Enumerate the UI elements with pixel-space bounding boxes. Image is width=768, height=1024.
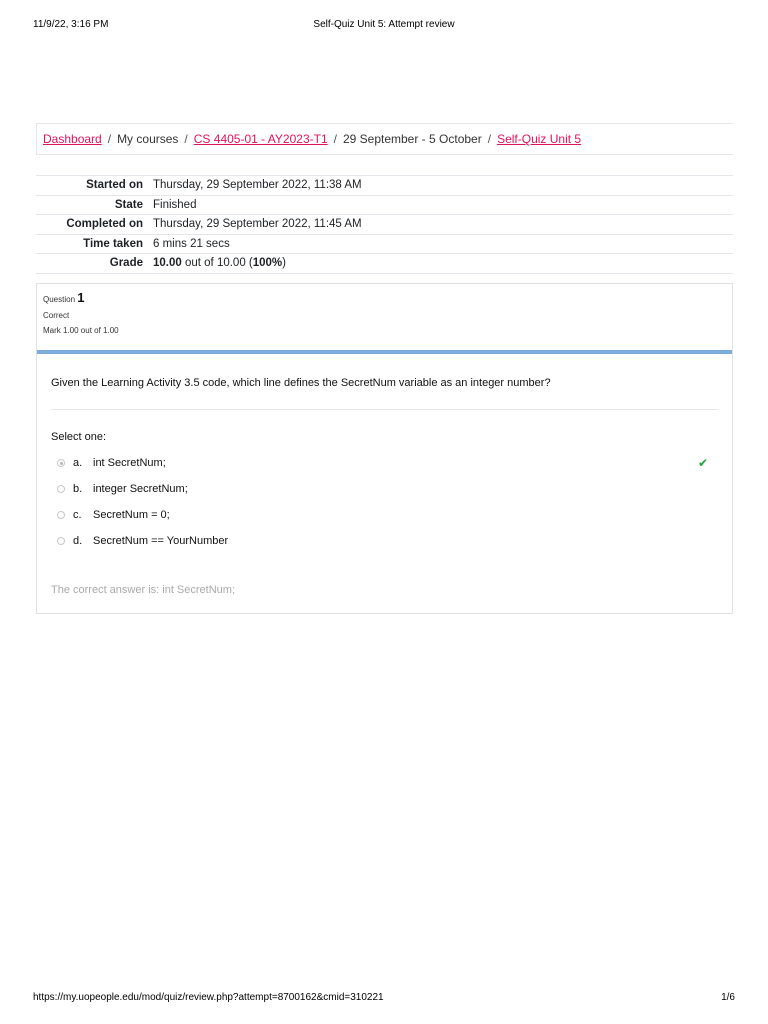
option-letter: b. <box>73 483 83 495</box>
attempt-summary-table <box>36 175 733 274</box>
question-text: Given the Learning Activity 3.5 code, which line defines the SecretNum variable as an integer number? <box>51 377 718 410</box>
summary-row-grade <box>36 254 733 274</box>
option-letter: c. <box>73 509 82 521</box>
summary-row-completed <box>36 215 733 235</box>
breadcrumb-my-courses: My courses <box>117 132 179 146</box>
completed-label: Completed on <box>36 215 153 235</box>
option-text: SecretNum = 0; <box>93 509 170 521</box>
started-value: Thursday, 29 September 2022, 11:38 AM <box>153 176 733 196</box>
option-letter: a. <box>73 457 83 469</box>
print-title: Self-Quiz Unit 5: Attempt review <box>313 19 455 30</box>
grade-percent: 100% <box>252 257 283 270</box>
completed-value: Thursday, 29 September 2022, 11:45 AM <box>153 215 733 235</box>
breadcrumb-separator: / <box>107 132 112 146</box>
time-taken-value: 6 mins 21 secs <box>153 234 733 254</box>
answer-option-d[interactable] <box>57 528 718 554</box>
state-value: Finished <box>153 195 733 215</box>
breadcrumb-separator: / <box>487 132 492 146</box>
grade-label: Grade <box>36 254 153 274</box>
answer-option-b[interactable] <box>57 476 718 502</box>
answer-option-a[interactable] <box>57 450 718 476</box>
summary-row-started <box>36 176 733 196</box>
print-page-number: 1/6 <box>721 992 735 1003</box>
radio-button[interactable] <box>57 485 65 493</box>
breadcrumb-separator: / <box>333 132 337 146</box>
grade-value <box>153 254 733 274</box>
print-datetime: 11/9/22, 3:16 PM <box>33 19 109 30</box>
radio-button[interactable] <box>57 537 65 545</box>
grade-out-of: out of 10.00 ( <box>181 257 253 270</box>
state-label: State <box>36 195 153 215</box>
question-mark: Mark 1.00 out of 1.00 <box>43 326 119 335</box>
grade-score: 10.00 <box>153 257 182 270</box>
breadcrumb-section: 29 September - 5 October <box>342 132 482 146</box>
option-text: int SecretNum; <box>93 457 166 469</box>
correct-answer-feedback: The correct answer is: int SecretNum; <box>51 584 236 596</box>
question-label: Question <box>43 295 76 304</box>
radio-button[interactable] <box>57 511 65 519</box>
summary-row-time <box>36 234 733 254</box>
breadcrumb-course-link[interactable]: CS 4405-01 - AY2023-T1 <box>193 132 328 146</box>
radio-button-checked[interactable] <box>57 459 65 467</box>
question-status: Correct <box>43 311 70 320</box>
question-info <box>37 284 732 350</box>
checkmark-icon: ✔ <box>697 456 708 470</box>
answer-option-c[interactable] <box>57 502 718 528</box>
question-card <box>36 283 733 614</box>
question-divider-bar <box>37 350 732 354</box>
breadcrumb-dashboard-link[interactable]: Dashboard <box>43 132 102 146</box>
question-number: 1 <box>77 290 85 305</box>
option-text: integer SecretNum; <box>93 483 188 495</box>
summary-row-state <box>36 195 733 215</box>
breadcrumb-quiz-link[interactable]: Self-Quiz Unit 5 <box>497 132 582 146</box>
option-letter: d. <box>73 535 83 547</box>
started-label: Started on <box>36 176 153 196</box>
select-one-prompt: Select one: <box>51 431 107 443</box>
time-taken-label: Time taken <box>36 234 153 254</box>
option-text: SecretNum == YourNumber <box>93 535 229 547</box>
grade-close: ) <box>282 257 287 270</box>
breadcrumb-separator: / <box>184 132 188 146</box>
answer-options <box>57 450 718 554</box>
breadcrumb <box>36 123 733 155</box>
print-url: https://my.uopeople.edu/mod/quiz/review.php?attempt=8700162&cmid=310221 <box>33 992 384 1003</box>
